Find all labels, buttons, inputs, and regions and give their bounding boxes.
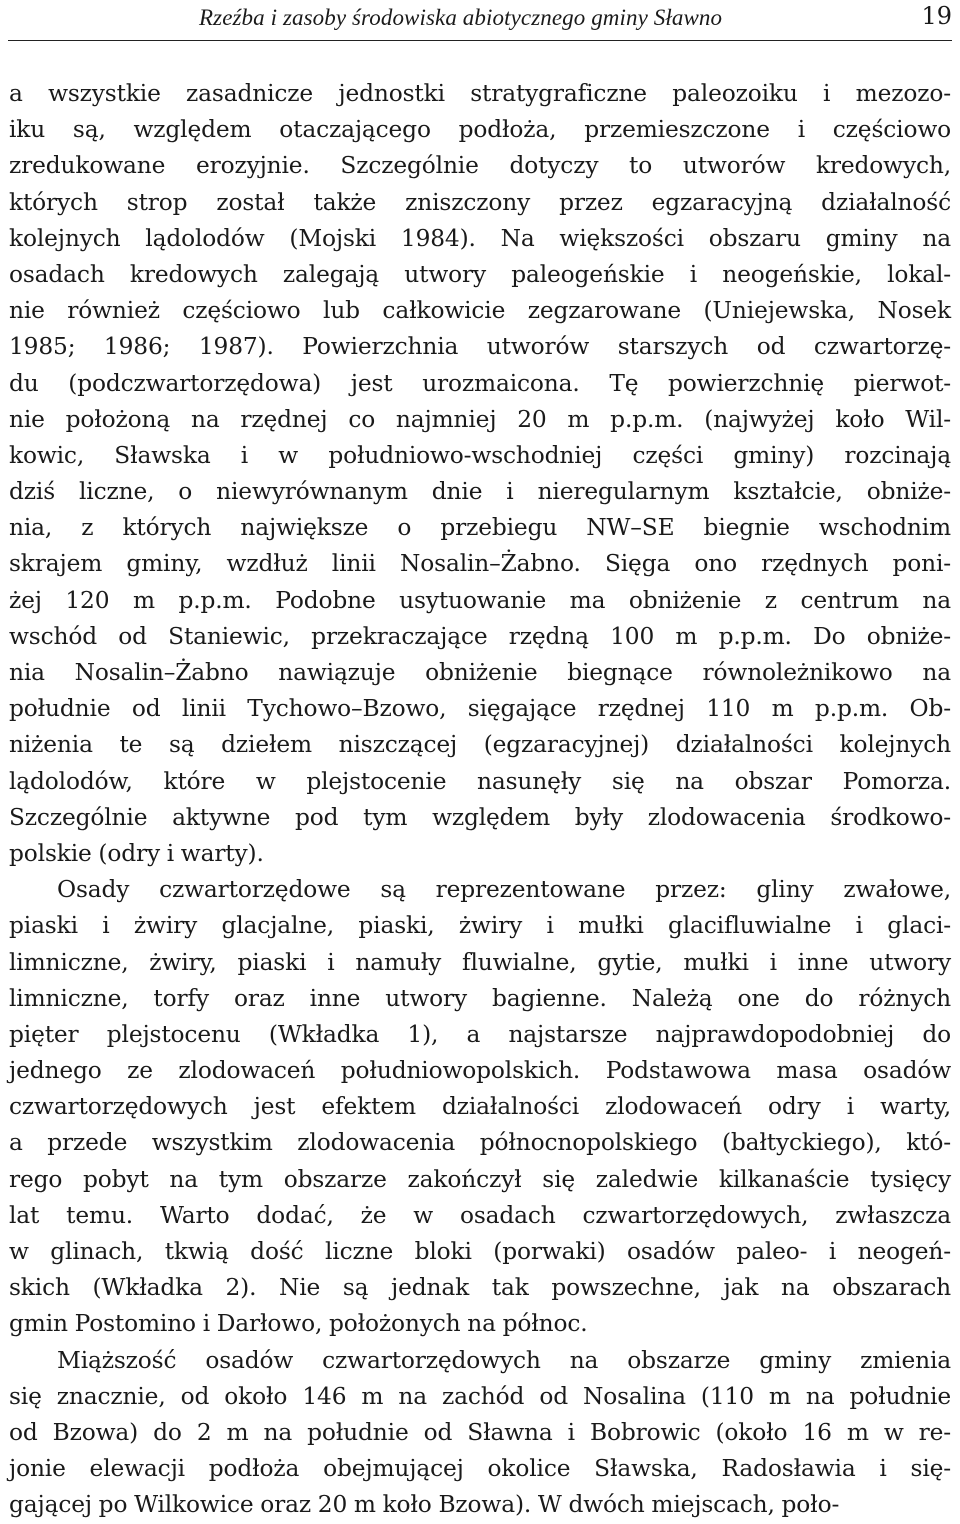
text-line: polskie (odry i warty). (9, 839, 264, 867)
text-line: 1985; 1986; 1987). Powierzchnia utworów starszych od czwartorzę- (9, 333, 951, 361)
text-line: południe od linii Tychowo–Bzowo, sięgające rzędnej 110 m p.p.m. Ob- (9, 695, 951, 723)
text-line: Miąższość osadów czwartorzędowych na obszarze gminy zmienia (57, 1346, 951, 1374)
text-line: Osady czwartorzędowe są reprezentowane przez: gliny zwałowe, (57, 876, 951, 904)
text-line: kolejnych lądolodów (Mojski 1984). Na większości obszaru gminy na (9, 224, 951, 252)
text-line: w glinach, tkwią dość liczne bloki (porwaki) osadów paleo- i neogeń- (9, 1238, 951, 1265)
text-line: jednego ze zlodowaceń południowopolskich. Podstawowa masa osadów (9, 1057, 951, 1085)
page-number: 19 (921, 2, 952, 30)
text-line: a wszystkie zasadnicze jednostki stratygraficzne paleozoiku i mezozo- (9, 80, 951, 107)
text-line: piaski i żwiry glacjalne, piaski, żwiry i mułki glacifluwialne i glaci- (9, 912, 951, 940)
text-line: czwartorzędowych jest efektem działalności zlodowaceń odry i warty, (9, 1093, 951, 1121)
text-line: a przede wszystkim zlodowacenia północnopolskiego (bałtyckiego), któ- (9, 1129, 951, 1157)
text-line: gającej po Wilkowice oraz 20 m koło Bzowa). W dwóch miejscach, poło- (9, 1491, 840, 1519)
body-text (9, 76, 951, 1524)
text-line: rego pobyt na tym obszarze zakończył się zaledwie kilkanaście tysięcy (9, 1165, 951, 1193)
text-line: gmin Postomino i Darłowo, położonych na północ. (9, 1310, 588, 1338)
text-line: skrajem gminy, wzdłuż linii Nosalin–Żabno. Sięga ono rzędnych poni- (9, 550, 951, 578)
paragraph (9, 872, 951, 1342)
text-line: żej 120 m p.p.m. Podobne usytuowanie ma obniżenie z centrum na (9, 586, 951, 614)
header-title: Rzeźba i zasoby środowiska abiotycznego gminy Sławno (199, 5, 723, 30)
paragraph (9, 1343, 951, 1524)
text-line: Szczególnie aktywne pod tym względem były zlodowacenia środkowo- (9, 803, 951, 831)
text-line: nie również częściowo lub całkowicie zegzarowane (Uniejewska, Nosek (9, 297, 951, 325)
paragraph (9, 76, 951, 872)
text-line: limniczne, żwiry, piaski i namuły fluwialne, gytie, mułki i inne utwory (9, 948, 951, 976)
text-line: osadach kredowych zalegają utwory paleogeńskie i neogeńskie, lokal- (9, 260, 951, 288)
text-line: których strop został także zniszczony przez egzaracyjną działalność (9, 188, 951, 216)
running-header (8, 0, 952, 41)
text-line: nie położoną na rzędnej co najmniej 20 m p.p.m. (najwyżej koło Wil- (9, 405, 951, 433)
text-line: od Bzowa) do 2 m na południe od Sławna i Bobrowic (około 16 m w re- (9, 1418, 951, 1446)
text-line: jonie elewacji podłoża obejmującej okolice Sławska, Radosławia i się- (9, 1455, 951, 1483)
text-line: nia, z których największe o przebiegu NW–SE biegnie wschodnim (9, 514, 951, 542)
text-line: wschód od Staniewic, przekraczające rzędną 100 m p.p.m. Do obniże- (9, 622, 951, 650)
text-line: du (podczwartorzędowa) jest urozmaicona. Tę powierzchnię pierwot- (9, 369, 951, 397)
text-line: zredukowane erozyjnie. Szczególnie dotyczy to utworów kredowych, (9, 152, 951, 180)
text-line: dziś liczne, o niewyrównanym dnie i nieregularnym kształcie, obniże- (9, 478, 951, 506)
text-line: nia Nosalin–Żabno nawiązuje obniżenie biegnące równoleżnikowo na (9, 659, 951, 686)
text-line: limniczne, torfy oraz inne utwory bagienne. Należą one do różnych (9, 984, 951, 1012)
text-line: kowic, Sławska i w południowo-wschodniej części gminy) rozcinają (9, 441, 951, 469)
text-line: niżenia te są dziełem niszczącej (egzaracyjnej) działalności kolejnych (9, 731, 951, 759)
text-line: lądolodów, które w plejstocenie nasunęły się na obszar Pomorza. (9, 767, 951, 795)
text-line: iku są, względem otaczającego podłoża, przemieszczone i częściowo (9, 116, 951, 144)
text-line: się znacznie, od około 146 m na zachód od Nosalina (110 m na południe (9, 1382, 951, 1410)
text-line: pięter plejstocenu (Wkładka 1), a najstarsze najprawdopodobniej do (9, 1020, 951, 1048)
text-line: skich (Wkładka 2). Nie są jednak tak powszechne, jak na obszarach (9, 1274, 951, 1302)
text-line: lat temu. Warto dodać, że w osadach czwartorzędowych, zwłaszcza (9, 1201, 951, 1229)
